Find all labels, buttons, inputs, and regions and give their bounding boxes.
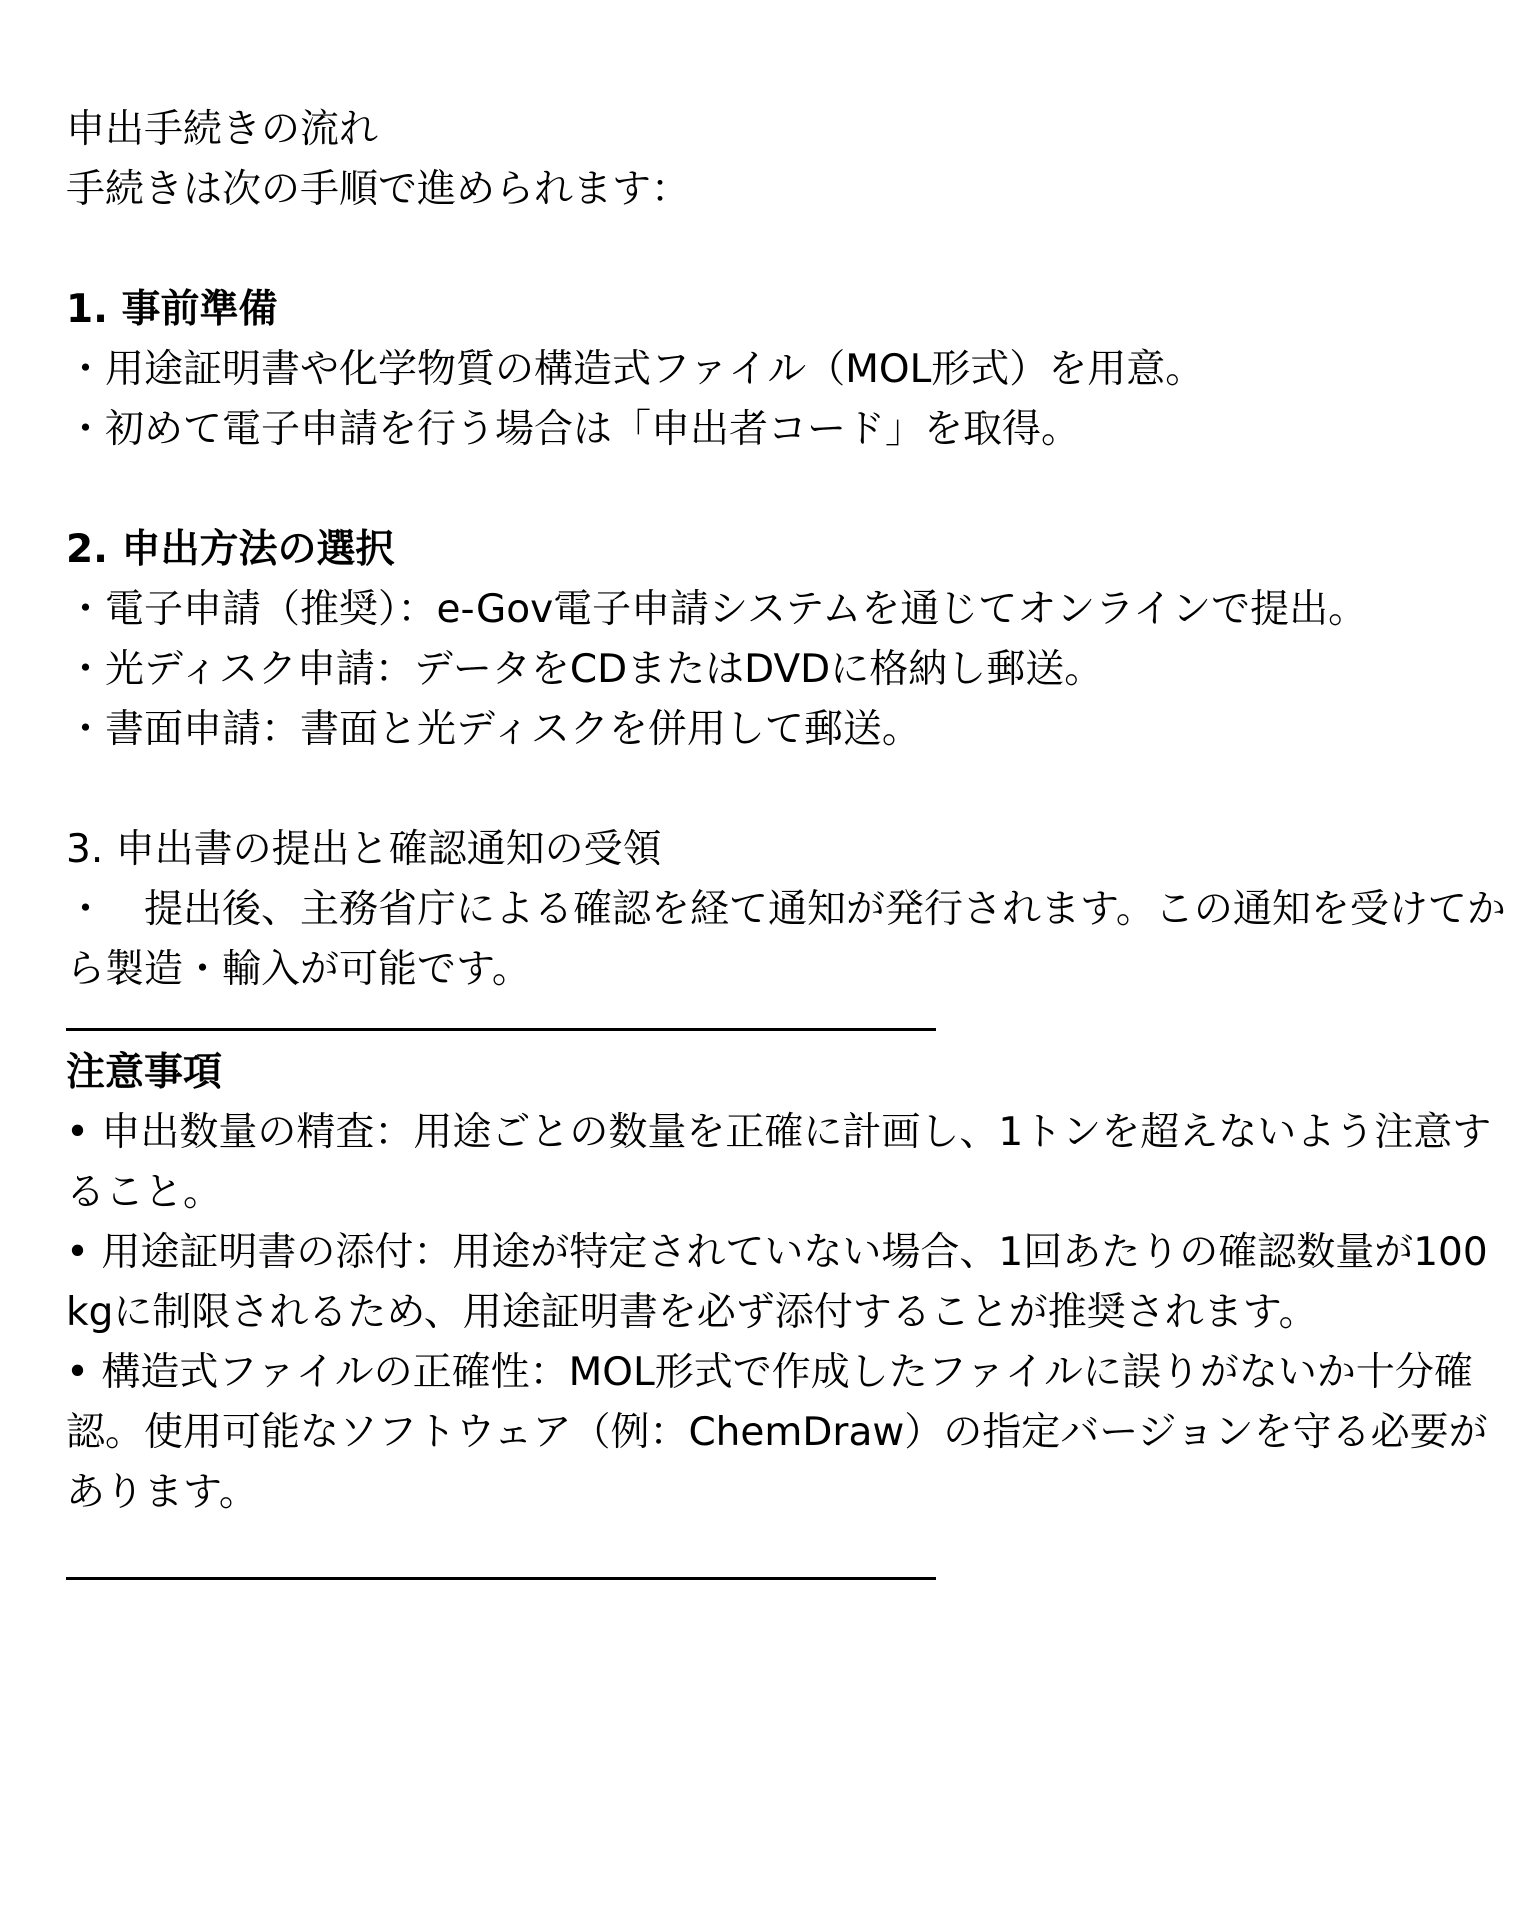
step2-bullet-2: ・光ディスク申請：データをCDまたはDVDに格納し郵送。 <box>66 647 1104 692</box>
spacer <box>66 220 1506 280</box>
step2-heading: 2. 申出方法の選択 <box>66 527 395 572</box>
step2-bullet-3: ・書面申請：書面と光ディスクを併用して郵送。 <box>66 707 921 752</box>
spacer <box>66 460 1506 520</box>
spacer <box>66 1000 1506 1028</box>
document-title: 申出手続きの流れ <box>66 107 379 152</box>
step2-bullet-1: ・電子申請（推奨）：e-Gov電子申請システムを通じてオンラインで提出。 <box>66 587 1368 632</box>
notes-item-2: • 用途証明書の添付：用途が特定されていない場合、1回あたりの確認数量が100kgに制限されるため、用途証明書を必ず添付することが推奨されます。 <box>66 1230 1488 1335</box>
notes-item-3: • 構造式ファイルの正確性：MOL形式で作成したファイルに誤りがないか十分確認。使用可能なソフトウェア（例：ChemDraw）の指定バージョンを守る必要があります。 <box>66 1350 1488 1515</box>
step1-bullet-1: ・用途証明書や化学物質の構造式ファイル（MOL形式）を用意。 <box>66 347 1205 392</box>
divider-bottom <box>66 1577 936 1580</box>
step1-bullet-2: ・初めて電子申請を行う場合は「申出者コード」を取得。 <box>66 407 1081 452</box>
step3-heading: 3. 申出書の提出と確認通知の受領 <box>66 827 662 872</box>
document-body <box>66 100 1506 1580</box>
document-subtitle: 手続きは次の手順で進められます： <box>66 167 691 212</box>
spacer <box>66 1523 1506 1577</box>
spacer <box>66 1031 1506 1043</box>
step3-body: ・ 提出後、主務省庁による確認を経て通知が発行されます。この通知を受けてから製造・輸入が可能です。 <box>66 887 1506 992</box>
notes-item-1: • 申出数量の精査：用途ごとの数量を正確に計画し、1トンを超えないよう注意すること。 <box>66 1110 1492 1215</box>
spacer <box>66 760 1506 820</box>
step1-heading: 1. 事前準備 <box>66 287 278 332</box>
notes-heading: 注意事項 <box>66 1050 223 1095</box>
